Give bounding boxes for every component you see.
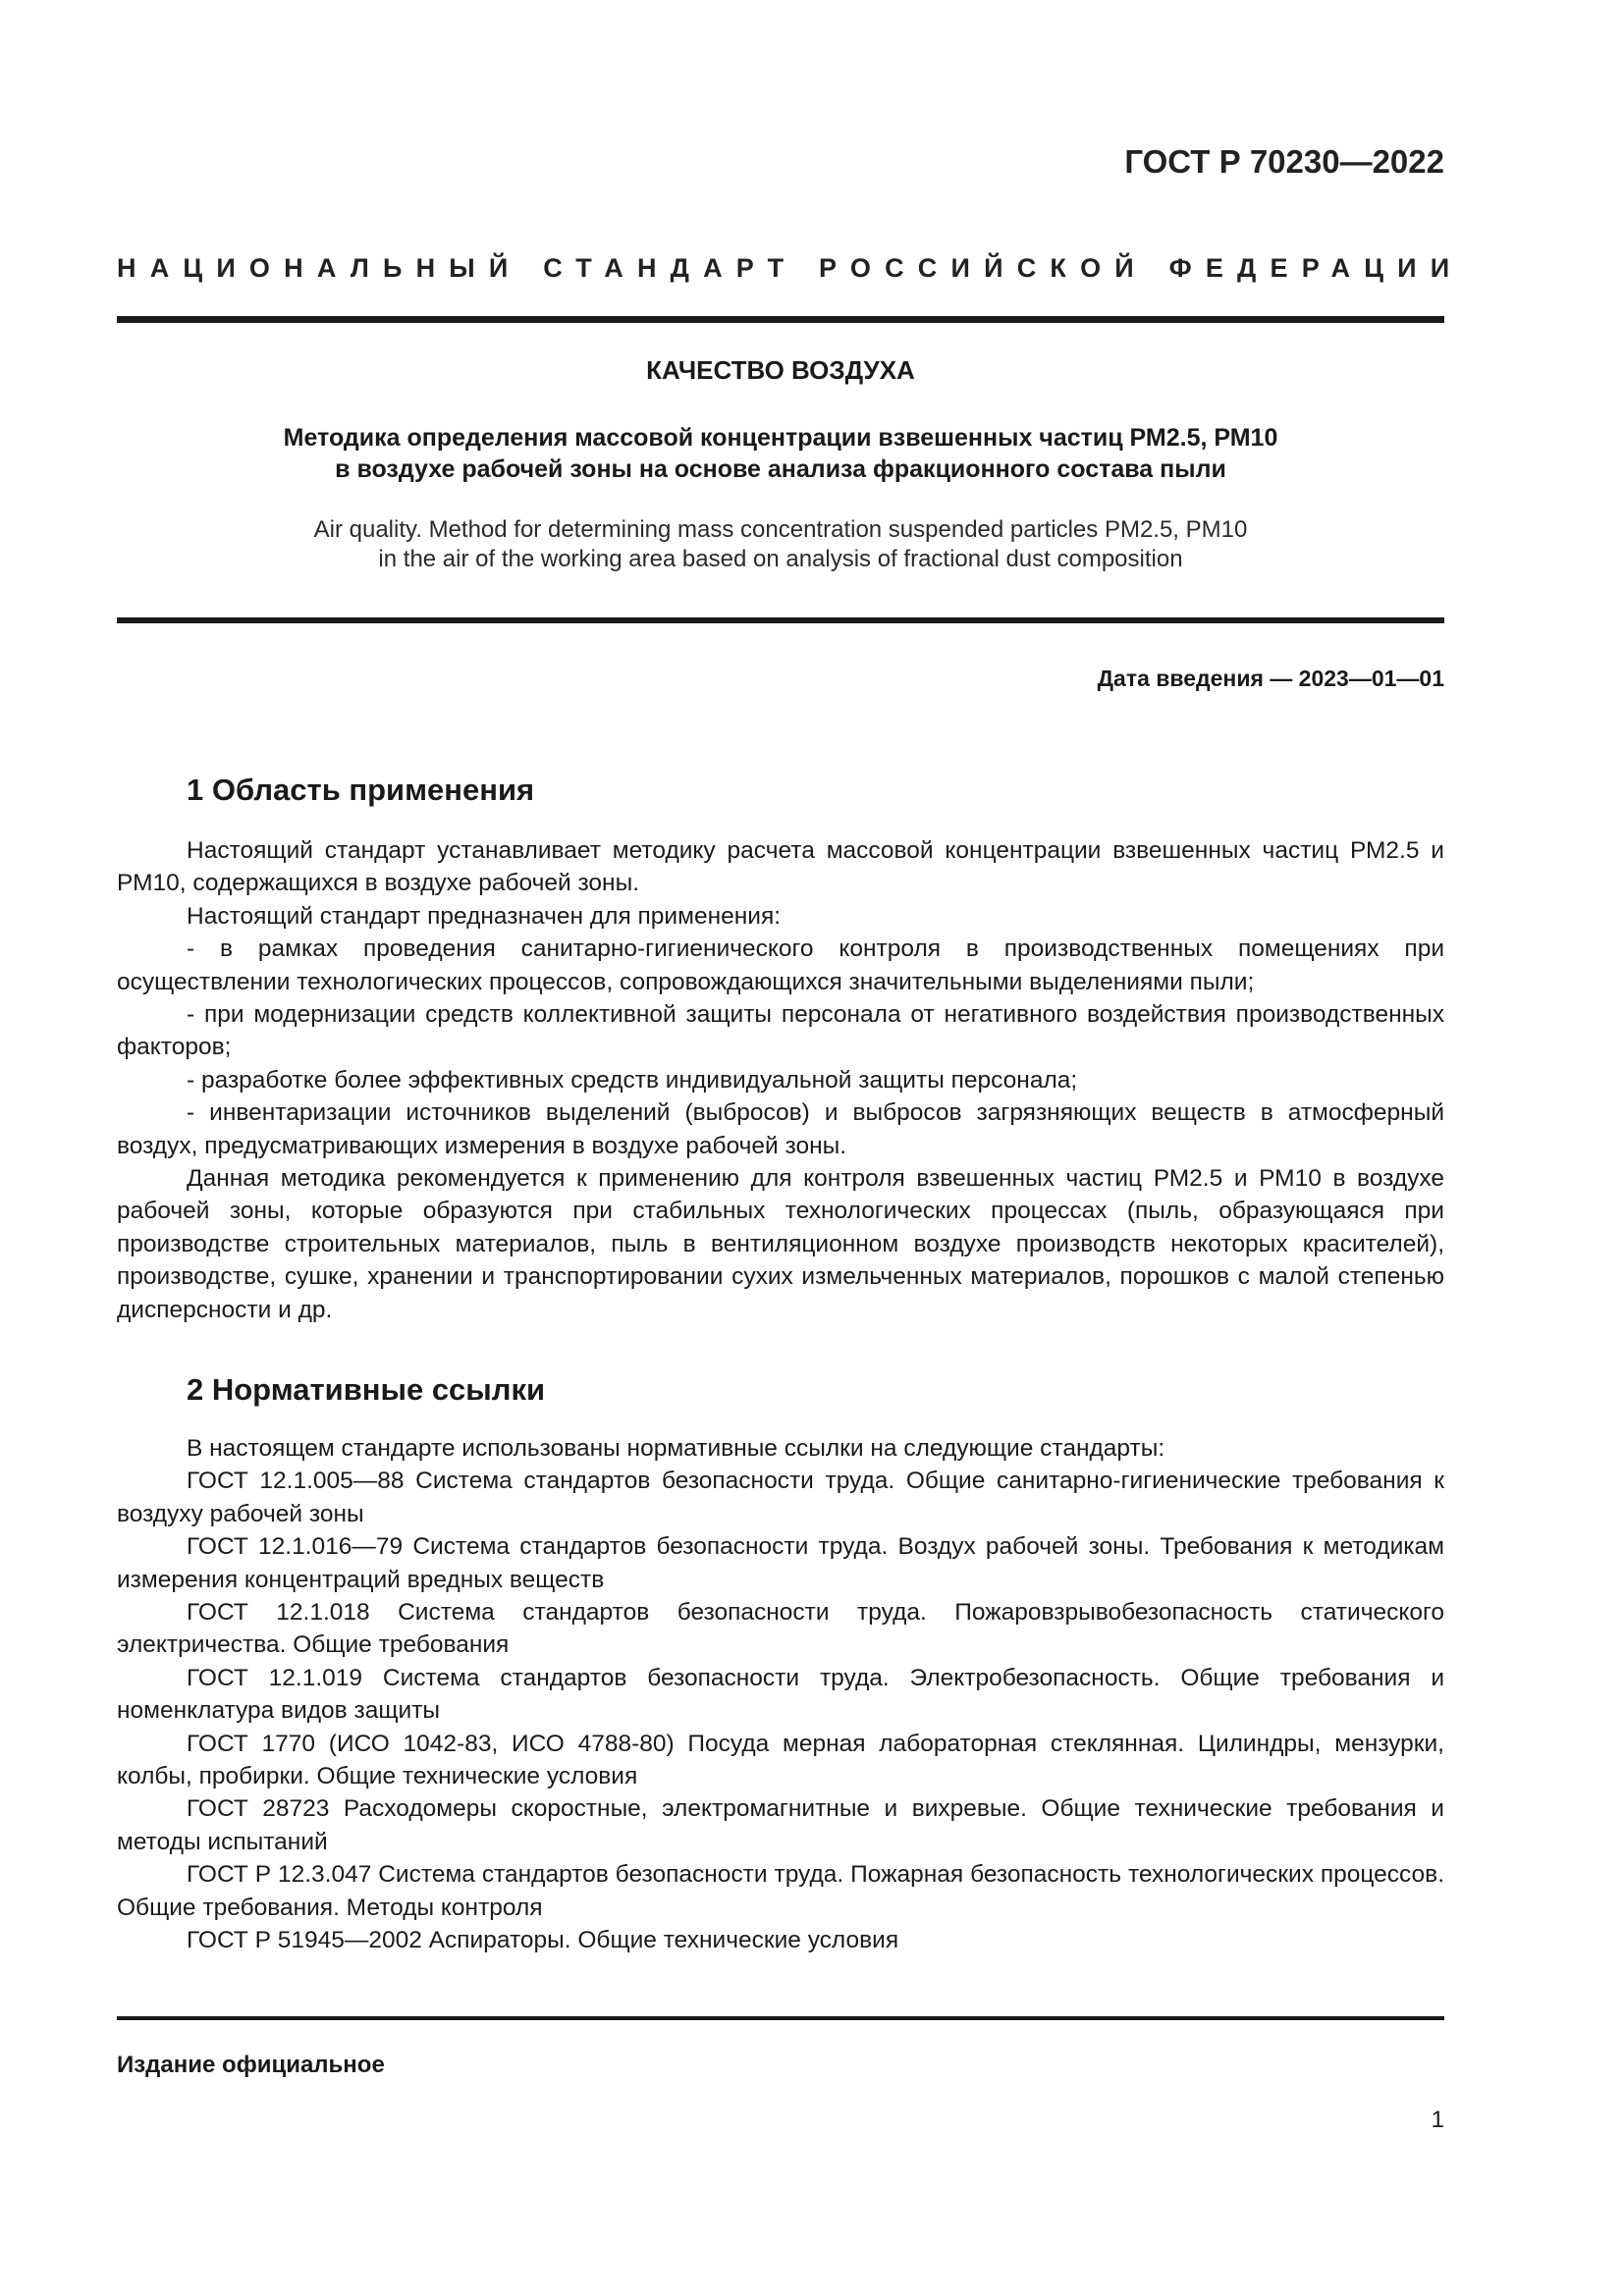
introduction-date: Дата введения — 2023—01—01	[1097, 666, 1444, 691]
russian-subtitle-line-2: в воздухе рабочей зоны на основе анализа фракционного состава пыли	[335, 455, 1226, 483]
page-number: 1	[1431, 2107, 1444, 2133]
reference-entry: ГОСТ 12.1.019 Система стандартов безопасности труда. Электробезопасность. Общие требования и номенклатура видов защиты	[117, 1664, 1444, 1725]
section-1-list-item: - инвентаризации источников выделений (выбросов) и выбросов загрязняющих веществ в атмосферный воздух, предусматривающих измерения в воздухе рабочей зоны.	[117, 1099, 1444, 1159]
reference-entry: ГОСТ 12.1.016—79 Система стандартов безопасности труда. Воздух рабочей зоны. Требования к методикам измерения концентраций вредных веществ	[117, 1533, 1444, 1593]
section-1-body	[117, 834, 1444, 1326]
section-1-paragraph: Данная методика рекомендуется к применению для контроля взвешенных частиц РМ2.5 и РМ10 в воздухе рабочей зоны, которые образуются при стабильных технологических процессах (пыль, образующаяся при производстве строительных материалов, пыль в вентиляционном воздухе производств некоторых красителей), производстве, сушке, хранении и транспортировании сухих измельченных материалов, порошков с малой степенью дисперсности и др.	[117, 1165, 1444, 1323]
section-2-paragraph: В настоящем стандарте использованы нормативные ссылки на следующие стандарты:	[187, 1435, 1165, 1462]
title-rule	[117, 617, 1444, 623]
section-1-paragraph: Настоящий стандарт устанавливает методику расчета массовой концентрации взвешенных частиц РМ2.5 и РМ10, содержащихся в воздухе рабочей зоны.	[117, 837, 1444, 897]
russian-subtitle-line-1: Методика определения массовой концентрации взвешенных частиц РМ2.5, РМ10	[283, 424, 1278, 452]
english-subtitle-line-2: in the air of the working area based on analysis of fractional dust composition	[378, 546, 1183, 572]
header-rule	[117, 316, 1444, 323]
english-subtitle-line-1: Air quality. Method for determining mass concentration suspended particles PM2.5, PM10	[313, 516, 1248, 543]
reference-entry: ГОСТ 12.1.005—88 Система стандартов безопасности труда. Общие санитарно-гигиенические требования к воздуху рабочей зоны	[117, 1468, 1444, 1527]
reference-entry: ГОСТ 1770 (ИСО 1042-83, ИСО 4788-80) Посуда мерная лабораторная стеклянная. Цилиндры, мензурки, колбы, пробирки. Общие технические условия	[117, 1730, 1444, 1790]
reference-entry: ГОСТ 12.1.018 Система стандартов безопасности труда. Пожаровзрывобезопасность статического электричества. Общие требования	[117, 1599, 1444, 1659]
section-1-list-item: - в рамках проведения санитарно-гигиенического контроля в производственных помещениях при осуществлении технологических процессов, сопровождающихся значительными выделениями пыли;	[117, 935, 1444, 995]
reference-entry: ГОСТ 28723 Расходомеры скоростные, электромагнитные и вихревые. Общие технические требования и методы испытаний	[117, 1795, 1444, 1855]
section-2-body	[117, 1432, 1444, 1957]
section-2-heading: 2 Нормативные ссылки	[187, 1372, 546, 1407]
reference-entry: ГОСТ Р 51945—2002 Аспираторы. Общие технические условия	[187, 1927, 899, 1954]
section-1-paragraph: Настоящий стандарт предназначен для применения:	[187, 902, 782, 930]
reference-entry: ГОСТ Р 12.3.047 Система стандартов безопасности труда. Пожарная безопасность технологических процессов. Общие требования. Методы контроля	[117, 1861, 1444, 1921]
section-1-list-item: - разработке более эффективных средств индивидуальной защиты персонала;	[187, 1066, 1078, 1094]
section-1-heading: 1 Область применения	[187, 773, 535, 807]
document-title: КАЧЕСТВО ВОЗДУХА	[646, 355, 915, 385]
standard-type-banner: НАЦИОНАЛЬНЫЙ СТАНДАРТ РОССИЙСКОЙ ФЕДЕРАЦИИ	[117, 253, 1464, 283]
official-edition-label: Издание официальное	[117, 2052, 385, 2078]
footer-rule	[117, 2016, 1444, 2020]
english-subtitle	[117, 515, 1444, 574]
russian-subtitle	[117, 422, 1444, 485]
section-1-list-item: - при модернизации средств коллективной защиты персонала от негативного воздействия производственных факторов;	[117, 1001, 1444, 1061]
document-number: ГОСТ Р 70230—2022	[1124, 143, 1444, 180]
